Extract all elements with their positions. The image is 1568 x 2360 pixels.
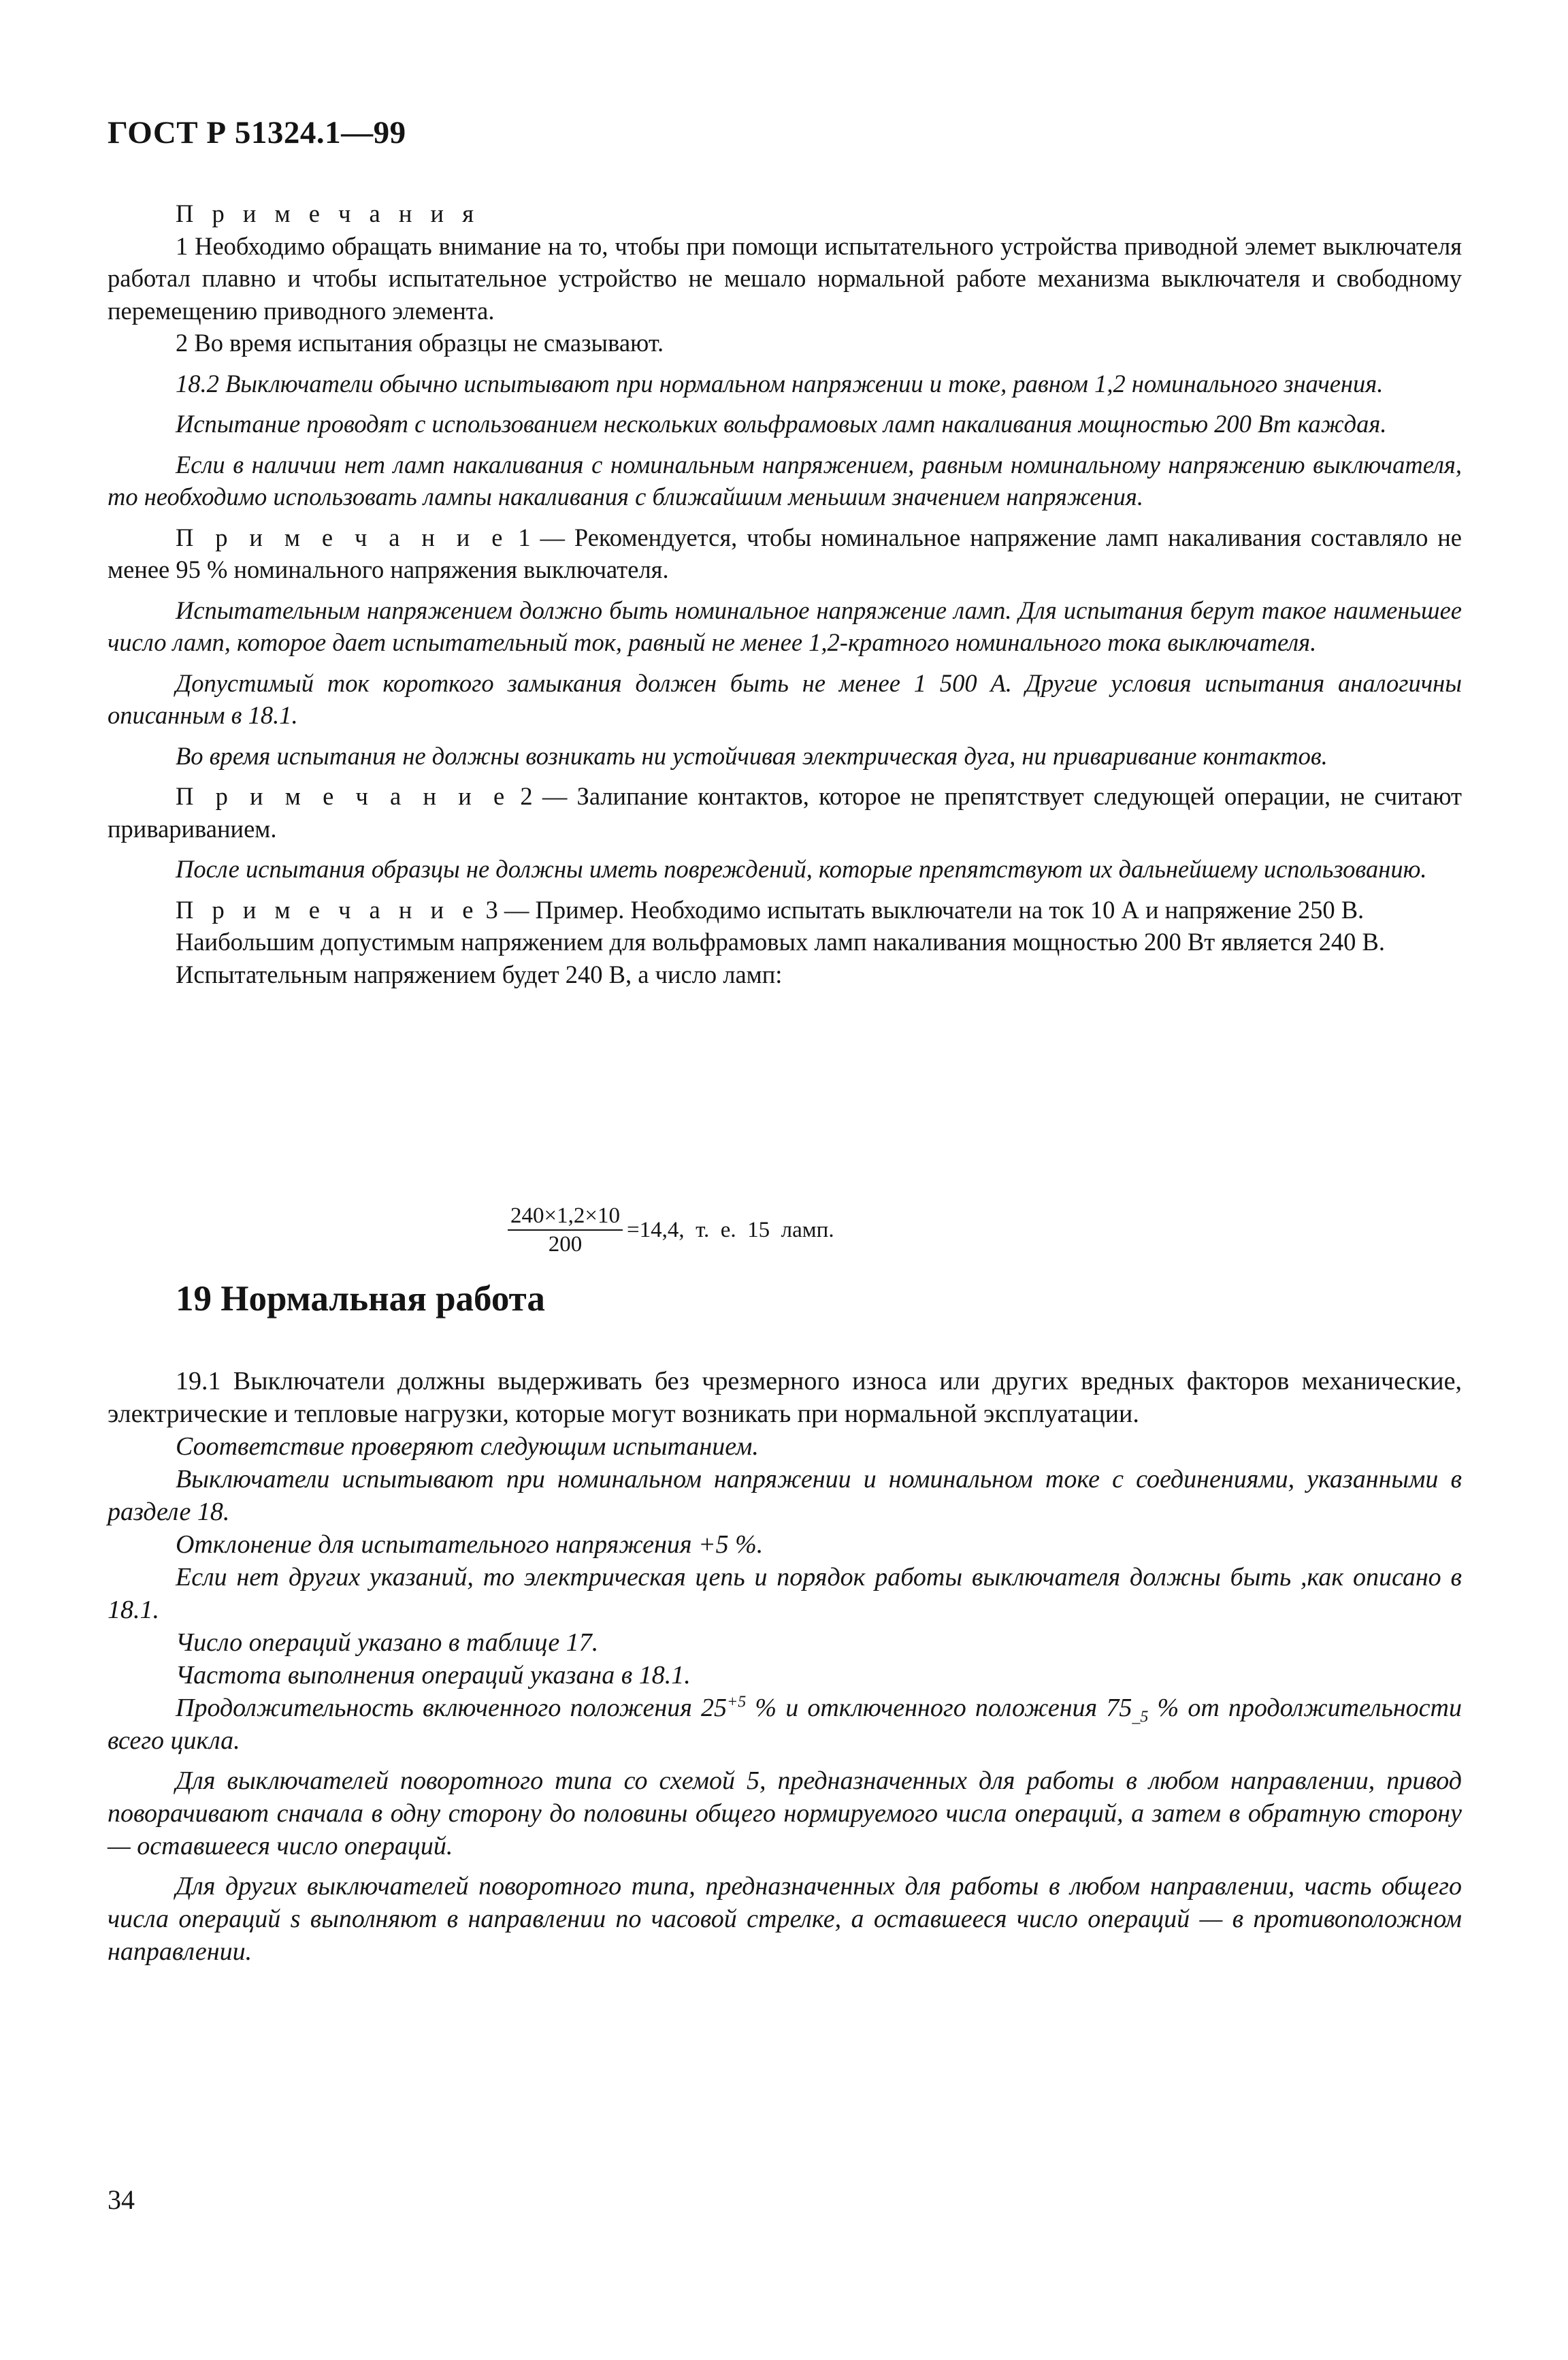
paragraph-no-lamps: Если в наличии нет ламп накаливания с номинальным напряжением, равным номинальному напряжению выключателя, то необходимо использовать лампы накаливания с ближайшим меньшим значением напряжения. bbox=[108, 450, 1462, 511]
note-p3-label: П р и м е ч а н и е bbox=[176, 895, 480, 924]
paragraph-frequency: Частота выполнения операций указана в 18.1. bbox=[176, 1661, 691, 1690]
note-p1-label: П р и м е ч а н и е bbox=[176, 523, 509, 551]
paragraph-rotary-other: Для других выключателей поворотного типа, предназначенных для работы в любом направлении, часть общего числа операций s выполняют в направлении по часовой стрелке, а оставшееся число операций — в противоположном направлении. bbox=[108, 1872, 1462, 1966]
paragraph-short-circuit: Допустимый ток короткого замыкания должен быть не менее 1 500 А. Другие условия испытания аналогичны описанным в 18.1. bbox=[108, 668, 1462, 729]
lamp-count-formula bbox=[508, 1203, 834, 1257]
paragraph-19-1: 19.1 Выключатели должны выдерживать без чрезмерного износа или других вредных факторов механические, электрические и тепловые нагрузки, которые могут возникать при нормальной эксплуатации. bbox=[108, 1367, 1462, 1428]
notes-block bbox=[108, 197, 1462, 990]
note-p1-text: 1 — Рекомендуется, чтобы номинальное напряжение ламп накаливания составляло не менее 95 % номинального напряжения выключателя. bbox=[108, 523, 1463, 583]
paragraph-tested-at: Выключатели испытывают при номинальном напряжении и номинальном токе с соединениями, указанными в разделе 18. bbox=[108, 1465, 1462, 1526]
paragraph-arc: Во время испытания не должны возникать ни устойчивая электрическая дуга, ни приваривание контактов. bbox=[176, 741, 1328, 770]
note-p3-text: 3 — Пример. Необходимо испытать выключатели на ток 10 А и напряжение 250 В. bbox=[479, 895, 1365, 924]
note-1: 1 Необходимо обращать внимание на то, чтобы при помощи испытательного устройства приводной элемет выключателя работал плавно и чтобы испытательное устройство не мешало нормальной работе механизма выключателя и свободному перемещению приводного элемента. bbox=[108, 231, 1462, 325]
paragraph-deviation: Отклонение для испытательного напряжения +5 %. bbox=[176, 1530, 764, 1559]
paragraph-num-ops: Число операций указано в таблице 17. bbox=[176, 1628, 599, 1657]
duration-on-tolerance: +5 bbox=[727, 1693, 747, 1711]
duration-prefix: Продолжительность включенного положения 25 bbox=[176, 1694, 728, 1722]
note-p2-label: П р и м е ч а н и е bbox=[176, 782, 511, 810]
duration-suffix: % от продолжительности всего цикла. bbox=[108, 1694, 1462, 1755]
formula-fraction bbox=[508, 1203, 623, 1257]
paragraph-max-voltage: Наибольшим допустимым напряжением для вольфрамовых ламп накаливания мощностью 200 Вт является 240 В. bbox=[176, 928, 1385, 956]
formula-denominator: 200 bbox=[548, 1232, 583, 1257]
paragraph-rotary-5: Для выключателей поворотного типа со схемой 5, предназначенных для работы в любом направлении, привод поворачивают сначала в одну сторону до половины общего нормируемого числа операций, а затем в обратную сторону— оставшееся число операций. bbox=[108, 1766, 1462, 1860]
section-title: 19 Нормальная работа bbox=[176, 1279, 545, 1319]
section-19-body bbox=[108, 1365, 1462, 1968]
paragraph-after-test: После испытания образцы не должны иметь повреждений, которые препятствуют их дальнейшему использованию. bbox=[176, 855, 1427, 883]
note-p1 bbox=[108, 521, 1462, 586]
paragraph-voltage-will-be: Испытательным напряжением будет 240 В, а число ламп: bbox=[176, 960, 783, 988]
page-number: 34 bbox=[108, 2184, 135, 2215]
paragraph-compliance: Соответствие проверяют следующим испытанием. bbox=[176, 1432, 759, 1461]
paragraph-unless: Если нет других указаний, то электрическая цепь и порядок работы выключателя должны быть ,как описано в 18.1. bbox=[108, 1563, 1462, 1624]
paragraph-duration bbox=[108, 1692, 1462, 1757]
duration-off-tolerance: _5 bbox=[1132, 1708, 1149, 1726]
formula-numerator: 240×1,2×10 bbox=[508, 1203, 623, 1231]
formula-result: =14,4, т. е. 15 ламп. bbox=[626, 1218, 834, 1242]
notes-title: П р и м е ч а н и я bbox=[176, 199, 480, 227]
paragraph-18-2: 18.2 Выключатели обычно испытывают при нормальном напряжении и токе, равном 1,2 номинального значения. bbox=[176, 369, 1384, 398]
note-p2 bbox=[108, 780, 1462, 845]
note-p2-text: 2 — Залипание контактов, которое не препятствует следующей операции, не считают привариванием. bbox=[108, 782, 1463, 843]
note-2: 2 Во время испытания образцы не смазывают. bbox=[176, 329, 664, 357]
document-header: ГОСТ Р 51324.1—99 bbox=[108, 115, 406, 150]
note-p3 bbox=[108, 894, 1462, 926]
paragraph-test-voltage: Испытательным напряжением должно быть номинальное напряжение ламп. Для испытания берут такое наименьшее число ламп, которое дает испытательный ток, равный не менее 1,2-кратного номинального тока выключателя. bbox=[108, 596, 1462, 656]
duration-middle: % и отключенного положения 75 bbox=[746, 1694, 1132, 1722]
paragraph-lamps: Испытание проводят с использованием нескольких вольфрамовых ламп накаливания мощностью 200 Вт каждая. bbox=[176, 410, 1387, 438]
